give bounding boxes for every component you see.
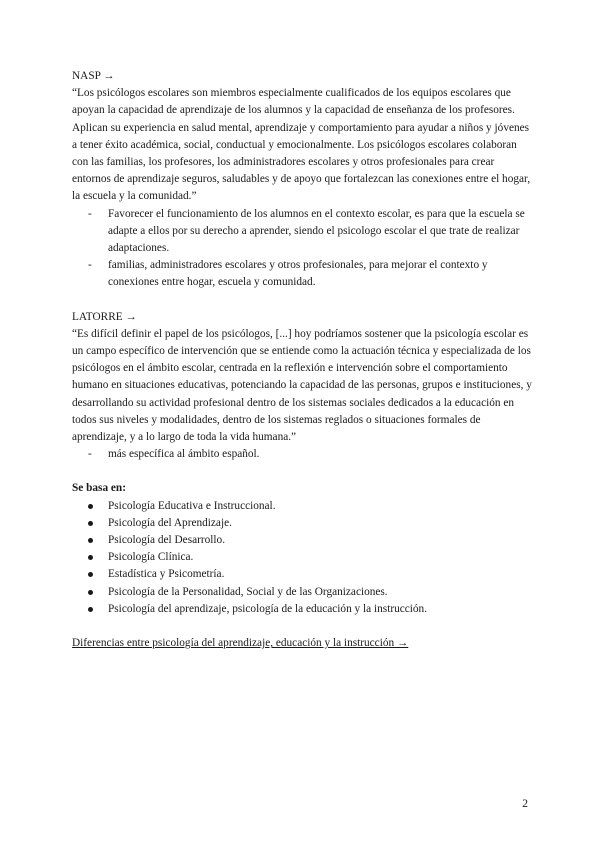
page-number: 2: [522, 798, 528, 810]
bases-item-text: Psicología del aprendizaje, psicología de la educación y la instrucción.: [108, 602, 428, 615]
latorre-quote: “Es difícil definir el papel de los psicólogos, [...] hoy podríamos sostener que la psicología escolar es un campo específico de intervención que se entiende como la actuación técnica y especializada de los psicólogos en el ámbito escolar, centrada en la reflexión e intervención sobre el comportamiento humano en situaciones educativas, potenciando la capacidad de las personas, grupos e instituciones, y desarrollando su actividad profesional dentro de los sistemas sociales dedicados a la educación en todos sus niveles y modalidades, dentro de los sistemas reglados o situaciones formales de aprendizaje, y a lo largo de toda la vida humana.”: [72, 327, 532, 444]
list-item: [88, 206, 532, 258]
bullet-icon: [88, 555, 93, 560]
nasp-points: [72, 206, 532, 292]
bases-item-text: Estadística y Psicometría.: [108, 568, 225, 581]
bases-list: [72, 498, 532, 618]
document-page: [72, 68, 532, 652]
bullet-icon: [88, 590, 93, 595]
list-item: [88, 257, 532, 291]
list-item: [108, 584, 532, 601]
list-item: [108, 515, 532, 532]
bases-heading: Se basa en:: [72, 482, 126, 495]
list-item: [88, 446, 532, 463]
bases-item-text: Psicología Educativa e Instruccional.: [108, 499, 276, 512]
list-item: [108, 498, 532, 515]
nasp-point-text: Favorecer el funcionamiento de los alumnos en el contexto escolar, es para que la escuela se adapte a ellos por su derecho a aprender, siendo el psicologo escolar el que trate de realizar adaptaciones.: [108, 207, 525, 255]
latorre-points: [72, 446, 532, 463]
differences-link[interactable]: Diferencias entre psicología del aprendizaje, educación y la instrucción →: [72, 637, 409, 650]
bases-item-text: Psicología del Aprendizaje.: [108, 516, 232, 529]
bullet-icon: [88, 572, 93, 577]
bullet-icon: [88, 521, 93, 526]
dash-marker: -: [88, 207, 92, 220]
latorre-point-text: más específica al ámbito español.: [108, 448, 260, 461]
latorre-heading: LATORRE →: [72, 310, 137, 323]
bases-item-text: Psicología de la Personalidad, Social y de las Organizaciones.: [108, 585, 388, 598]
dash-marker: -: [88, 448, 92, 461]
nasp-quote: “Los psicólogos escolares son miembros especialmente cualificados de los equipos escolares que apoyan la capacidad de aprendizaje de los alumnos y la capacidad de enseñanza de los profesores. Aplican su experiencia en salud mental, aprendizaje y comportamiento para ayudar a niños y jóvenes a tener éxito académica, social, conductual y emocionalmente. Los psicólogos escolares colaboran con las familias, los profesores, los administradores escolares y otros profesionales para crear entornos de aprendizaje seguros, saludables y de apoyo que fortalezcan las conexiones entre el hogar, la escuela y la comunidad.”: [72, 87, 531, 203]
list-item: [108, 566, 532, 583]
bullet-icon: [88, 538, 93, 543]
dash-marker: -: [88, 259, 92, 272]
bases-item-text: Psicología Clínica.: [108, 551, 194, 564]
list-item: [108, 532, 532, 549]
bases-item-text: Psicología del Desarrollo.: [108, 534, 226, 547]
nasp-heading: NASP →: [72, 70, 115, 82]
bullet-icon: [88, 504, 93, 509]
bullet-icon: [88, 607, 93, 612]
nasp-point-text: familias, administradores escolares y otros profesionales, para mejorar el contexto y conexiones entre hogar, escuela y comunidad.: [108, 259, 488, 289]
list-item: [108, 601, 532, 618]
list-item: [108, 549, 532, 566]
